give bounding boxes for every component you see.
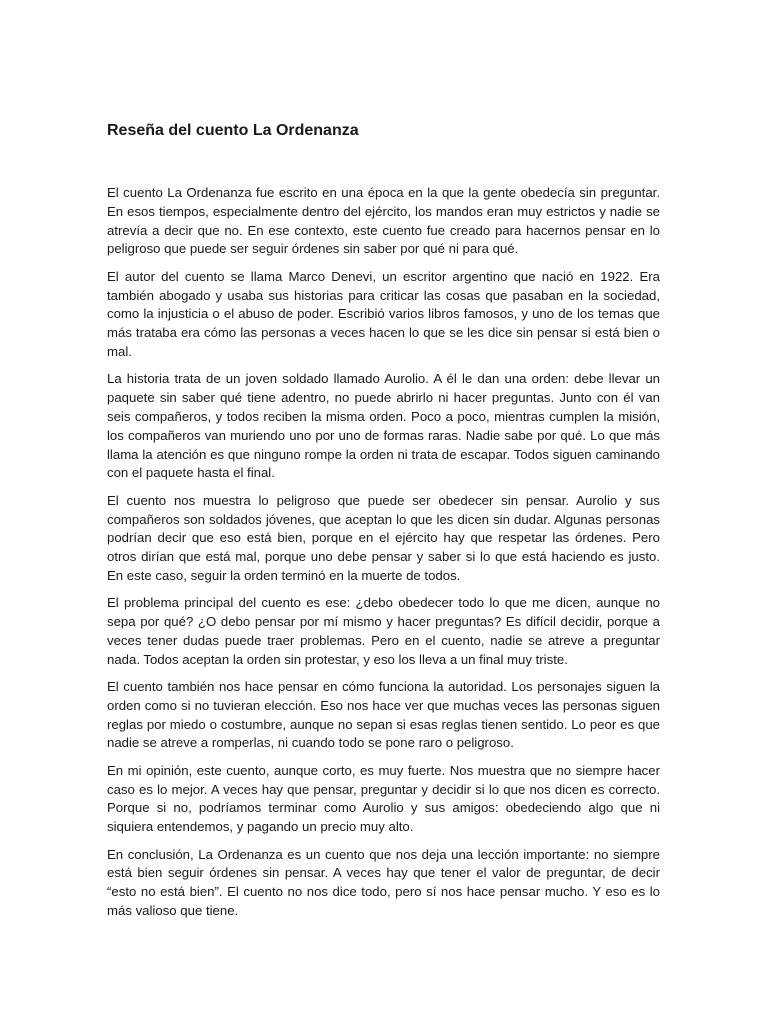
paragraph-8: En conclusión, La Ordenanza es un cuento que nos deja una lección importante: no siempre está bien seguir órdenes sin pensar. A veces hay que tener el valor de preguntar, de decir “esto no está bien”. El cuento no nos dice todo, pero sí nos hace pensar mucho. Y eso es lo más valioso que tiene.	[107, 846, 660, 919]
paragraph-5: El problema principal del cuento es ese: ¿debo obedecer todo lo que me dicen, aunque no sepa por qué? ¿O debo pensar por mí mismo y hacer preguntas? Es difícil decidir, porque a veces tener dudas puede traer problemas. Pero en el cuento, nadie se atreve a preguntar nada. Todos aceptan la orden sin protestar, y eso los lleva a un final muy triste.	[107, 595, 660, 667]
document-title: Reseña del cuento La Ordenanza	[107, 122, 359, 139]
paragraph-1: El cuento La Ordenanza fue escrito en una época en la que la gente obedecía sin preguntar. En esos tiempos, especialmente dentro del ejército, los mandos eran muy estrictos y nadie se atrevía a decir que no. En ese contexto, este cuento fue creado para hacernos pensar en lo peligroso que puede ser seguir órdenes sin saber por qué ni para qué.	[107, 185, 660, 257]
paragraph-7: En mi opinión, este cuento, aunque corto, es muy fuerte. Nos muestra que no siempre hacer caso es lo mejor. A veces hay que pensar, preguntar y decidir si lo que nos dicen es correcto. Porque si no, podríamos terminar como Aurolio y sus amigos: obedeciendo algo que ni siquiera entendemos, y pagando un precio muy alto.	[107, 762, 660, 835]
paragraph-6: El cuento también nos hace pensar en cómo funciona la autoridad. Los personajes siguen la orden como si no tuvieran elección. Eso nos hace ver que muchas veces las personas siguen reglas por miedo o costumbre, aunque no sepan si esas reglas tienen sentido. Lo peor es que nadie se atreve a romperlas, ni cuando todo se pone raro o peligroso.	[107, 679, 660, 751]
paragraph-4: El cuento nos muestra lo peligroso que puede ser obedecer sin pensar. Aurolio y sus compañeros son soldados jóvenes, que aceptan lo que les dicen sin dudar. Algunas personas podrían decir que eso está bien, porque en el ejército hay que respetar las órdenes. Pero otros dirían que está mal, porque uno debe pensar y saber si lo que está haciendo es justo. En este caso, seguir la orden terminó en la muerte de todos.	[107, 492, 660, 583]
paragraph-2: El autor del cuento se llama Marco Denevi, un escritor argentino que nació en 1922. Era también abogado y usaba sus historias para criticar las cosas que pasaban en la sociedad, como la injusticia o el abuso de poder. Escribió varios libros famosos, y uno de los temas que más trataba era cómo las personas a veces hacen lo que se les dice sin pensar si está bien o mal.	[107, 268, 660, 359]
paragraph-3: La historia trata de un joven soldado llamado Aurolio. A él le dan una orden: debe llevar un paquete sin saber qué tiene adentro, no puede abrirlo ni hacer preguntas. Junto con él van seis compañeros, y todos reciben la misma orden. Poco a poco, mientras cumplen la misión, los compañeros van muriendo uno por uno de formas raras. Nadie sabe por qué. Lo que más llama la atención es que ninguno rompe la orden ni trata de escapar. Todos siguen caminando con el paquete hasta el final.	[107, 371, 660, 481]
document-body	[107, 121, 660, 929]
